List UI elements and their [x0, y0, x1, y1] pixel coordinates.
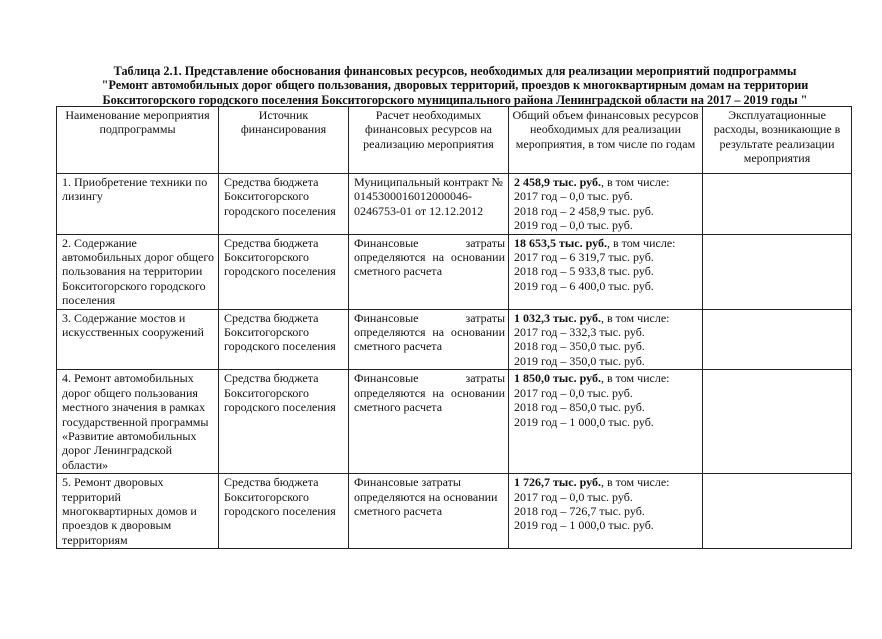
- funding-source: Средства бюджета Бокситогорского городского поселения: [219, 234, 349, 309]
- funding-source: Средства бюджета Бокситогорского городского поселения: [219, 174, 349, 235]
- header-activity-name: Наименование мероприятия подпрограммы: [57, 107, 219, 174]
- total-suffix: , в том числе:: [600, 371, 670, 386]
- year-2019-amount: 2019 год – 0,0 тыс. руб.: [514, 218, 633, 233]
- total-suffix: , в том числе:: [600, 175, 670, 189]
- total-suffix: , в том числе:: [606, 235, 676, 250]
- resource-calculation: Финансовые затраты определяются на основании сметного расчета: [349, 234, 509, 309]
- table-caption: [60, 64, 850, 107]
- year-2017-amount: 2017 год – 0,0 тыс. руб.: [514, 385, 633, 400]
- header-operating-expenses: Эксплуатационные расходы, возникающие в результате реализации мероприятия: [703, 107, 852, 174]
- resource-calculation: Муниципальный контракт № 0145300016012000046-0246753-01 от 12.12.2012: [349, 174, 509, 235]
- year-2017-amount: 2017 год – 0,0 тыс. руб.: [514, 189, 633, 204]
- funding-source: Средства бюджета Бокситогорского городского поселения: [219, 474, 349, 549]
- year-2019-amount: 2019 год – 350,0 тыс. руб.: [514, 353, 645, 368]
- total-suffix: , в том числе:: [600, 475, 670, 490]
- total-volume-cell: [509, 474, 703, 549]
- header-resource-calculation: Расчет необходимых финансовых ресурсов на реализацию мероприятия: [349, 107, 509, 174]
- year-2017-amount: 2017 год – 332,3 тыс. руб.: [514, 325, 645, 340]
- table-row: [57, 234, 852, 309]
- financing-table: [56, 106, 852, 549]
- year-2017-amount: 2017 год – 0,0 тыс. руб.: [514, 489, 633, 504]
- year-2018-amount: 2018 год – 850,0 тыс. руб.: [514, 400, 645, 415]
- year-2018-amount: 2018 год – 2 458,9 тыс. руб.: [514, 203, 654, 218]
- total-amount: 1 032,3 тыс. руб.: [514, 310, 601, 325]
- caption-line-3: Бокситогорского городского поселения Бокситогорского муниципального района Ленинградской области на 2017 – 2019 годы ": [102, 92, 808, 107]
- operating-expenses: [703, 234, 852, 309]
- funding-source: Средства бюджета Бокситогорского городского поселения: [219, 370, 349, 474]
- activity-name: 4. Ремонт автомобильных дорог общего пользования местного значения в рамках государственной программы «Развитие автомобильных дорог Ленинградской области»: [57, 370, 219, 474]
- operating-expenses: [703, 474, 852, 549]
- year-2019-amount: 2019 год – 6 400,0 тыс. руб.: [514, 278, 654, 293]
- activity-name: 5. Ремонт дворовых территорий многоквартирных домов и проездов к дворовым территориям: [57, 474, 219, 549]
- resource-calculation: Финансовые затраты определяются на основании сметного расчета: [349, 309, 509, 370]
- table-header-row: [57, 107, 852, 174]
- total-amount: 2 458,9 тыс. руб.: [514, 175, 601, 189]
- year-2017-amount: 2017 год – 6 319,7 тыс. руб.: [514, 250, 654, 265]
- table-row: [57, 370, 852, 474]
- activity-name: 3. Содержание мостов и искусственных сооружений: [57, 309, 219, 370]
- total-volume-cell: [509, 174, 703, 235]
- operating-expenses: [703, 174, 852, 235]
- activity-name: 2. Содержание автомобильных дорог общего пользования на территории Бокситогорского городского поселения: [57, 234, 219, 309]
- total-amount: 1 850,0 тыс. руб.: [514, 371, 601, 386]
- year-2018-amount: 2018 год – 5 933,8 тыс. руб.: [514, 264, 654, 279]
- resource-calculation: Финансовые затраты определяются на основании сметного расчета: [349, 370, 509, 474]
- caption-line-1: Таблица 2.1. Представление обоснования финансовых ресурсов, необходимых для реализации мероприятий подпрограммы: [113, 64, 797, 78]
- header-funding-source: Источник финансирования: [219, 107, 349, 174]
- total-volume-cell: [509, 370, 703, 474]
- table-row: [57, 474, 852, 549]
- operating-expenses: [703, 370, 852, 474]
- caption-line-2: "Ремонт автомобильных дорог общего пользования, дворовых территорий, проездов к многоквартирным домам на территории: [101, 78, 809, 93]
- year-2019-amount: 2019 год – 1 000,0 тыс. руб.: [514, 518, 654, 533]
- total-amount: 1 726,7 тыс. руб.: [514, 475, 601, 490]
- year-2019-amount: 2019 год – 1 000,0 тыс. руб.: [514, 414, 654, 429]
- total-amount: 18 653,5 тыс. руб.: [514, 235, 607, 250]
- activity-name: 1. Приобретение техники по лизингу: [57, 174, 219, 235]
- total-suffix: , в том числе:: [600, 310, 670, 325]
- year-2018-amount: 2018 год – 726,7 тыс. руб.: [514, 503, 645, 518]
- year-2018-amount: 2018 год – 350,0 тыс. руб.: [514, 339, 645, 354]
- total-volume-cell: [509, 309, 703, 370]
- operating-expenses: [703, 309, 852, 370]
- resource-calculation: Финансовые затраты определяются на основании сметного расчета: [349, 474, 509, 549]
- table-row: [57, 174, 852, 235]
- header-total-volume: Общий объем финансовых ресурсов необходимых для реализации мероприятия, в том числе по годам: [509, 107, 703, 174]
- table-row: [57, 309, 852, 370]
- total-volume-cell: [509, 234, 703, 309]
- funding-source: Средства бюджета Бокситогорского городского поселения: [219, 309, 349, 370]
